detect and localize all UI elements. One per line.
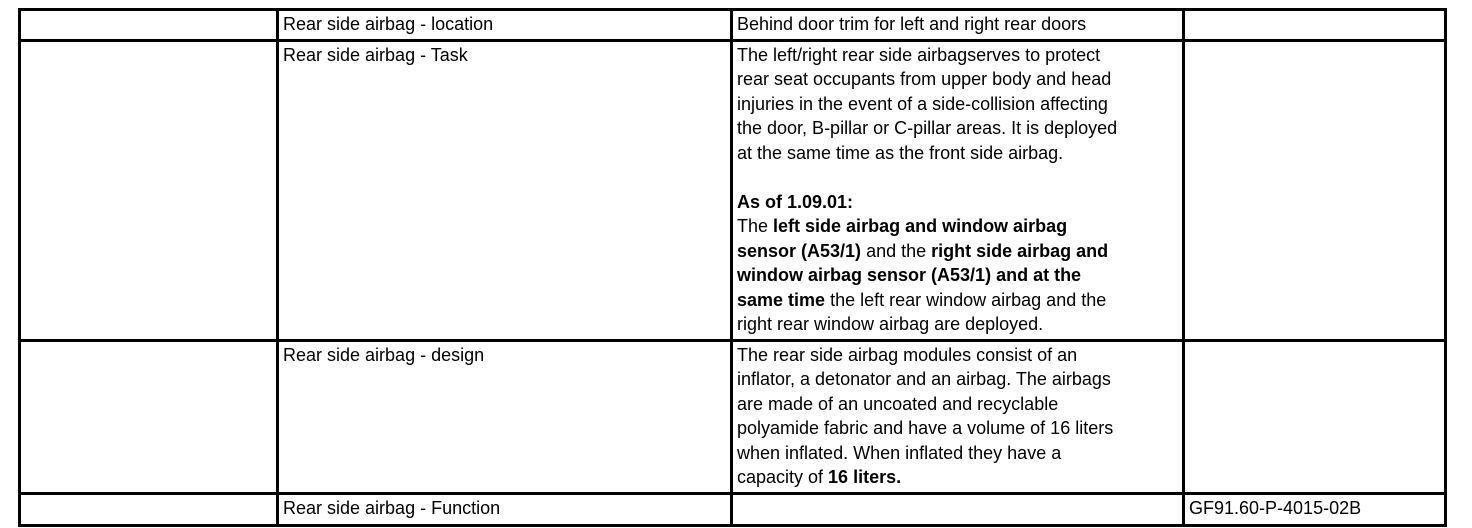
note-line: window airbag sensor (A53/1) and at the: [737, 265, 1082, 285]
row-label-cell: [20, 340, 278, 493]
description-line: at the same time as the front side airbag.: [737, 142, 1064, 163]
table-row: [20, 40, 1446, 340]
table-row: [20, 10, 1446, 41]
description-line: are made of an uncoated and recyclable: [737, 393, 1059, 414]
description-line: when inflated. When inflated they have a: [737, 442, 1062, 463]
description-line: polyamide fabric and have a volume of 16 liters: [737, 418, 1114, 438]
doc-ref-cell: [1184, 340, 1446, 493]
description-line: the door, B-pillar or C-pillar areas. It is deployed: [737, 118, 1118, 138]
description-line: injuries in the event of a side-collision affecting: [737, 93, 1108, 114]
description-line: inflator, a detonator and an airbag. The airbags: [737, 369, 1111, 389]
description-cell: [732, 340, 1184, 493]
document-table: [18, 8, 1447, 527]
description-line: Behind door trim for left and right rear doors: [737, 14, 1087, 34]
row-label-cell: [20, 493, 278, 525]
note-heading: As of 1.09.01:: [737, 191, 854, 212]
row-label-cell: [20, 40, 278, 340]
description-cell: [732, 40, 1184, 340]
doc-ref-cell: [1184, 40, 1446, 340]
paragraph-spacer: [737, 165, 1178, 190]
note-line: sensor (A53/1) and the right side airbag and: [737, 240, 1109, 261]
topic-cell: Rear side airbag - Task: [278, 40, 732, 340]
topic-cell: Rear side airbag - design: [278, 340, 732, 493]
description-line: The rear side airbag modules consist of an: [737, 344, 1078, 365]
topic-cell: Rear side airbag - location: [278, 10, 732, 41]
description-line: The left/right rear side airbagserves to protect: [737, 44, 1101, 65]
table-row: [20, 493, 1446, 525]
description-cell: [732, 493, 1184, 525]
description-line: rear seat occupants from upper body and head: [737, 69, 1112, 89]
note-line: right rear window airbag are deployed.: [737, 314, 1044, 334]
table-row: [20, 340, 1446, 493]
topic-cell: Rear side airbag - Function: [278, 493, 732, 525]
description-cell: [732, 10, 1184, 41]
doc-ref-cell: [1184, 10, 1446, 41]
description-line: capacity of 16 liters.: [737, 467, 902, 487]
note-line: The left side airbag and window airbag: [737, 216, 1068, 236]
row-label-cell: [20, 10, 278, 41]
note-line: same time the left rear window airbag and the: [737, 289, 1107, 310]
doc-ref-cell[interactable]: GF91.60-P-4015-02B: [1184, 493, 1446, 525]
